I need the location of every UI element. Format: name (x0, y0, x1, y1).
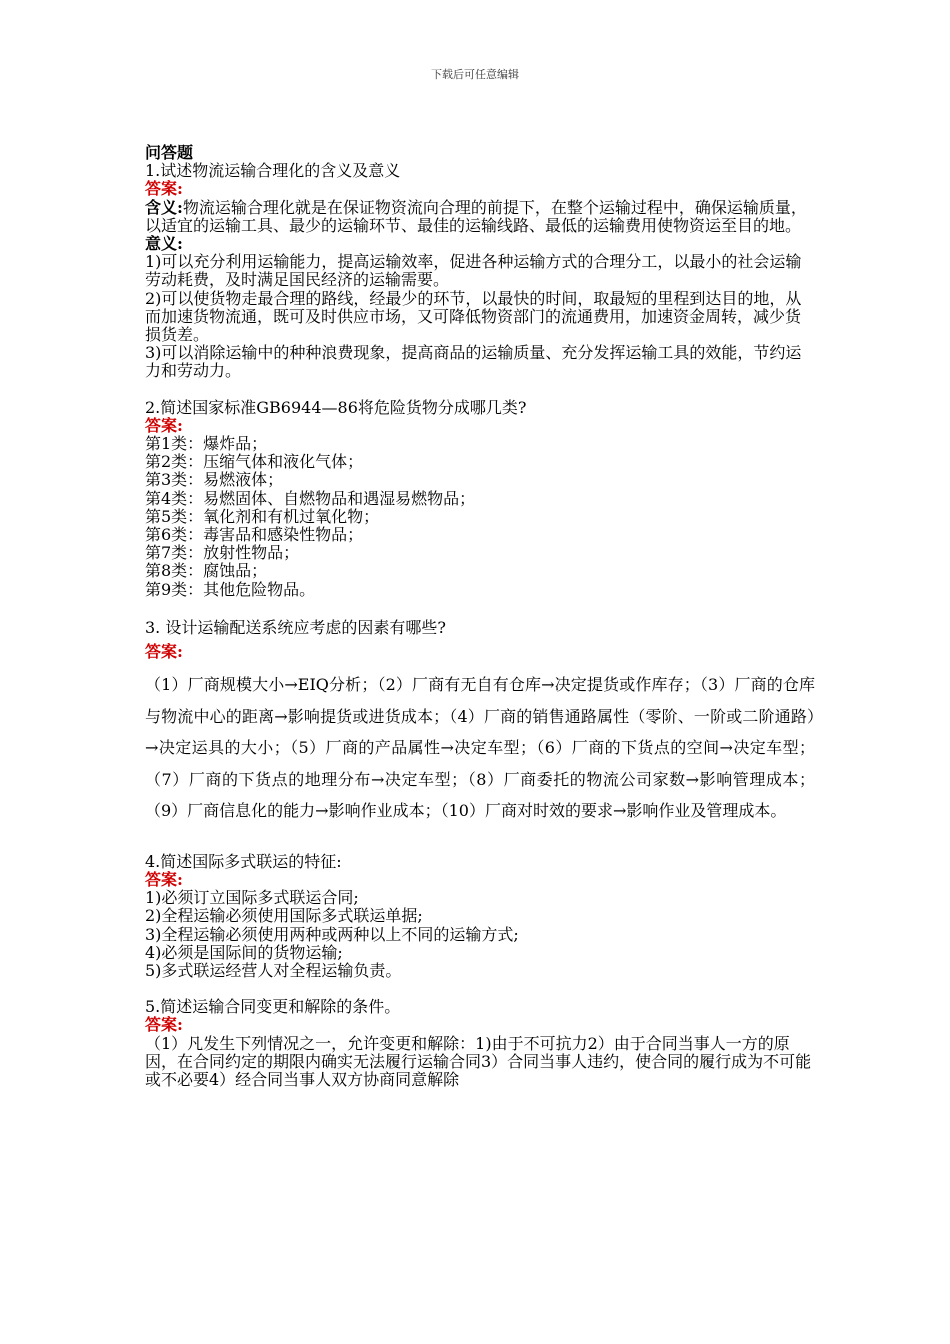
question-2: 2.简述国家标准GB6944—86将危险货物分成哪几类? (145, 397, 527, 417)
question-3: 3. 设计运输配送系统应考虑的因素有哪些? (145, 617, 446, 637)
q4-item: 3)全程运输必须使用两种或两种以上不同的运输方式; (145, 924, 519, 944)
q1-point: 3)可以消除运输中的种种浪费现象，提高商品的运输质量、充分发挥运输工具的效能，节约运力和劳动力。 (145, 343, 802, 381)
meaning-text: 物流运输合理化就是在保证物资流向合理的前提下，在整个运输过程中，确保运输质量，以适宜的运输工具、最少的运输环节、最佳的运输线路、最低的运输费用使物资运至目的地。 (145, 197, 807, 235)
q4-item: 4)必须是国际间的货物运输; (145, 942, 343, 962)
q5-answer-text: （1）凡发生下列情况之一，允许变更和解除：1)由于不可抗力2）由于合同当事人一方的原因，在合同约定的期限内确实无法履行运输合同3）合同当事人违约，使合同的履行成为不可能或不必要4）经合同当事人双方协商同意解除 (145, 1033, 812, 1090)
q2-item: 第5类：氧化剂和有机过氧化物； (145, 506, 380, 526)
q2-item: 第6类：毒害品和感染性物品； (145, 525, 364, 545)
q4-item: 1)必须订立国际多式联运合同; (145, 888, 359, 908)
q2-item: 第3类：易燃液体； (145, 470, 284, 490)
q2-item: 第2类：压缩气体和液化气体； (145, 452, 364, 472)
meaning-label: 含义: (145, 197, 183, 217)
question-4: 4.简述国际多式联运的特征: (145, 851, 342, 871)
significance-label: 意义: (145, 234, 183, 254)
q2-item: 第7类：放射性物品； (145, 543, 300, 563)
question-3-block (145, 619, 815, 827)
q1-meaning (145, 199, 815, 235)
q2-item: 第9类：其他危险物品。 (145, 579, 316, 599)
answer-label-1: 答案: (145, 179, 183, 199)
q2-item: 第1类：爆炸品； (145, 434, 268, 454)
q4-item: 5)多式联运经营人对全程运输负责。 (145, 961, 402, 980)
page-header: 下载后可任意编辑 (431, 68, 519, 81)
q3-answer-text: （1）厂商规模大小→EIQ分析；（2）厂商有无自有仓库→决定提货或作库存；（3）厂商的仓库与物流中心的距离→影响提货或进货成本；（4）厂商的销售通路属性（零阶、一阶或二阶通路）→决定运具的大小；（5）厂商的产品属性→决定车型；（6）厂商的下货点的空间→决定车型；（7）厂商的下货点的地理分布→决定车型；（8）厂商委托的物流公司家数→影响管理成本；（9）厂商信息化的能力→影响作业成本；（10）厂商对时效的要求→影响作业及管理成本。 (145, 675, 815, 821)
q4-item: 2)全程运输必须使用国际多式联运单据; (145, 906, 423, 926)
question-1: 1.试述物流运输合理化的含义及意义 (145, 161, 401, 181)
answer-label-2: 答案: (145, 415, 183, 435)
answer-label-4: 答案: (145, 869, 183, 889)
q2-item: 第4类：易燃固体、自燃物品和遇湿易燃物品； (145, 488, 476, 508)
q2-item: 第8类：腐蚀品； (145, 561, 268, 581)
q1-point: 2)可以使货物走最合理的路线，经最少的环节，以最快的时间，取最短的里程到达目的地，从而加速货物流通，既可及时供应市场，又可降低物资部门的流通费用，加速资金周转，减少货损货差。 (145, 288, 802, 345)
document-body (145, 144, 815, 1089)
answer-label-3: 答案: (145, 642, 183, 662)
section-title: 问答题 (145, 143, 194, 162)
q1-point: 1)可以充分利用运输能力，提高运输效率，促进各种运输方式的合理分工，以最小的社会运输劳动耗费，及时满足国民经济的运输需要。 (145, 252, 802, 290)
question-5: 5.简述运输合同变更和解除的条件。 (145, 997, 401, 1017)
answer-label-5: 答案: (145, 1015, 183, 1035)
